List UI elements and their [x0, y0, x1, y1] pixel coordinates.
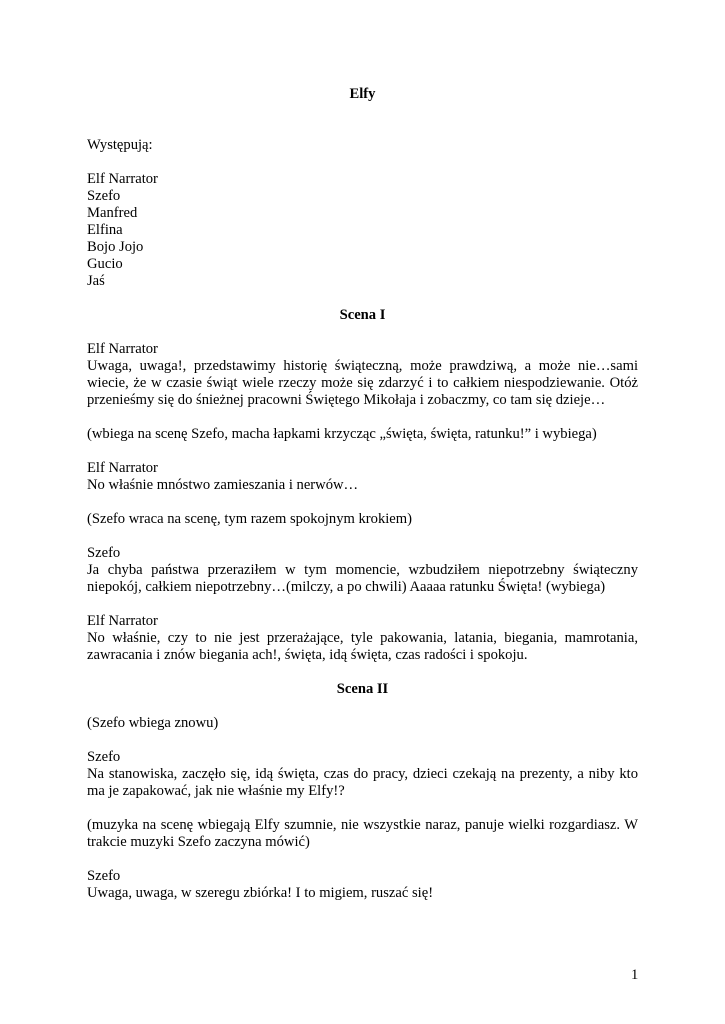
dialogue-text: Ja chyba państwa przeraziłem w tym momencie, wzbudziłem niepotrzebny świąteczny niepokój, całkiem niepotrzebny…(milczy, a po chwili) Aaaaa ratunku Święta! (wybiega) [87, 562, 638, 595]
spacer [87, 120, 638, 137]
spacer [87, 596, 638, 613]
stage-direction: (Szefo wraca na scenę, tym razem spokojnym krokiem) [87, 511, 412, 527]
spacer [87, 664, 638, 681]
spacer [87, 443, 638, 460]
spacer [87, 851, 638, 868]
cast-member: Manfred [87, 205, 138, 221]
cast-member: Elfina [87, 222, 123, 238]
spacer [87, 290, 638, 307]
dialogue-text: Uwaga, uwaga!, przedstawimy historię świąteczną, może prawdziwą, a może nie…sami wiecie, że w czasie świąt wiele rzeczy może się zdarzyć i to całkiem niespodziewanie. Otóż przenieśmy się do śnieżnej pracowni Świętego Mikołaja i zobaczmy, co tam się dzieje… [87, 358, 638, 408]
dialogue-text: No właśnie, czy to nie jest przerażające, tyle pakowania, latania, biegania, mamrotania, zawracania i znów biegania ach!, święta, idą święta, czas radości i spokoju. [87, 630, 638, 663]
speaker-name: Elf Narrator [87, 460, 158, 476]
spacer [87, 800, 638, 817]
scene-heading: Scena II [336, 681, 389, 697]
speaker-name: Szefo [87, 545, 121, 561]
spacer [87, 494, 638, 511]
speaker-name: Szefo [87, 749, 121, 765]
spacer [87, 528, 638, 545]
cast-member: Jaś [87, 273, 105, 289]
cast-member: Elf Narrator [87, 171, 158, 187]
cast-member: Szefo [87, 188, 121, 204]
cast-member: Gucio [87, 256, 123, 272]
cast-member: Bojo Jojo [87, 239, 144, 255]
stage-direction: (Szefo wbiega znowu) [87, 715, 219, 731]
cast-heading: Występują: [87, 137, 153, 153]
cast-list [87, 171, 638, 290]
spacer [87, 154, 638, 171]
spacer [87, 409, 638, 426]
document-title: Elfy [349, 86, 376, 102]
spacer [87, 103, 638, 120]
speaker-name: Elf Narrator [87, 613, 158, 629]
dialogue-text: Na stanowiska, zaczęło się, idą święta, czas do pracy, dzieci czekają na prezenty, a niby kto ma je zapakować, jak nie właśnie my Elfy!? [87, 766, 638, 799]
spacer [87, 324, 638, 341]
scene-heading: Scena I [339, 307, 386, 323]
speaker-name: Elf Narrator [87, 341, 158, 357]
page-number: 1 [631, 967, 639, 983]
stage-direction: (wbiega na scenę Szefo, macha łapkami krzycząc „święta, święta, ratunku!” i wybiega) [87, 426, 597, 442]
dialogue-text: No właśnie mnóstwo zamieszania i nerwów… [87, 477, 359, 493]
stage-direction: (muzyka na scenę wbiegają Elfy szumnie, nie wszystkie naraz, panuje wielki rozgardiasz. W trakcie muzyki Szefo zaczyna mówić) [87, 817, 638, 850]
dialogue-text: Uwaga, uwaga, w szeregu zbiórka! I to migiem, ruszać się! [87, 885, 434, 901]
speaker-name: Szefo [87, 868, 121, 884]
document-page [87, 86, 638, 902]
spacer [87, 732, 638, 749]
spacer [87, 698, 638, 715]
